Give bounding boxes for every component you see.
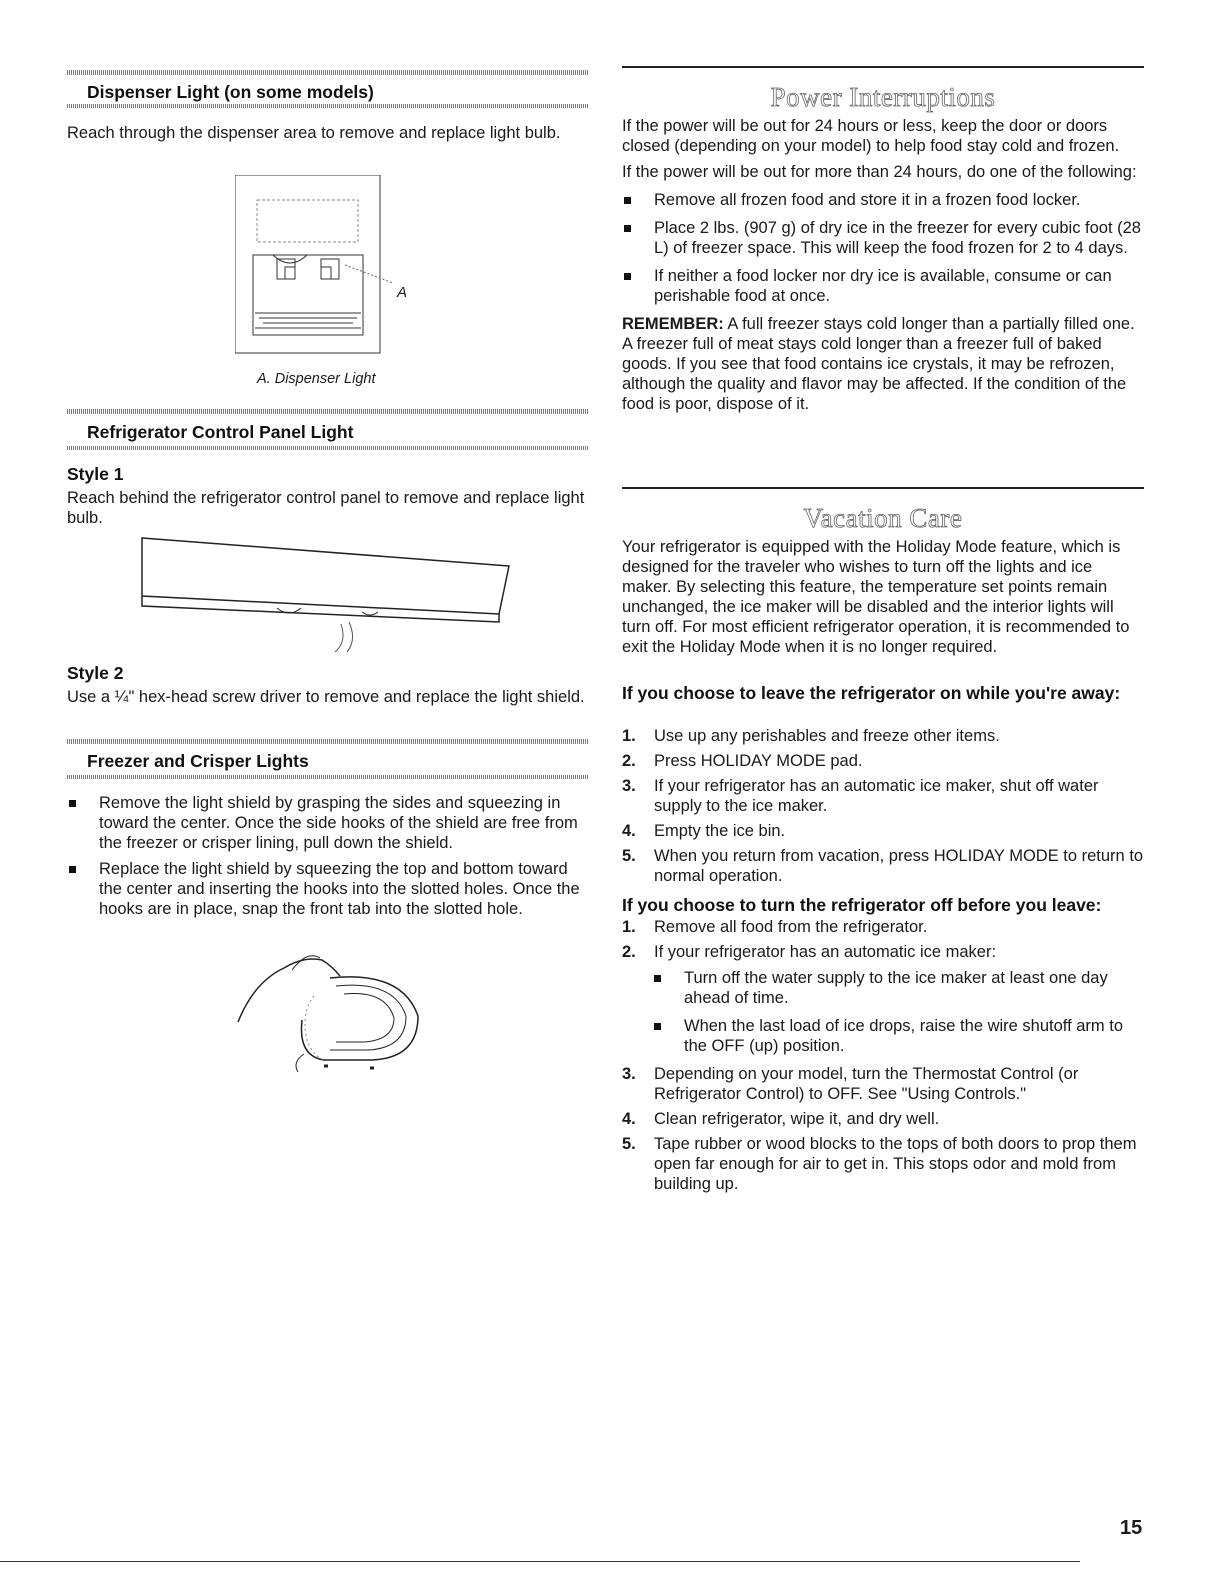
vacation-care-title: Vacation Care <box>803 503 963 533</box>
turn-off-heading: If you choose to turn the refrigerator off before you leave: <box>622 895 1102 915</box>
step-number: 3. <box>622 777 636 795</box>
step-number: 2. <box>622 752 636 770</box>
step-text: Press HOLIDAY MODE pad. <box>654 752 863 770</box>
light-shield-illustration <box>232 950 432 1082</box>
figure-callout-a: A <box>397 284 408 301</box>
step-text: Clean refrigerator, wipe it, and dry well. <box>654 1110 940 1128</box>
remember-note <box>622 314 1144 414</box>
list-item <box>622 776 1144 816</box>
list-item <box>622 266 1144 306</box>
turn-off-steps <box>622 917 1144 1194</box>
style-2-body: Use a ¼" hex-head screw driver to remove and replace the light shield. <box>67 688 585 706</box>
step-text: When you return from vacation, press HOLIDAY MODE to return to normal operation. <box>654 847 1144 885</box>
vacation-care-body <box>622 537 1144 665</box>
step-text: Tape rubber or wood blocks to the tops of both doors to prop them open far enough for air to get in. This stops odor and mold from building up. <box>654 1135 1137 1193</box>
list-item-text: Remove the light shield by grasping the sides and squeezing in toward the center. Once the side hooks of the shield are free from the freezer or crisper lining, pull down the shield. <box>99 794 578 852</box>
list-item-text: Remove all frozen food and store it in a frozen food locker. <box>654 191 1081 209</box>
list-item <box>622 942 1144 962</box>
list-item <box>622 218 1144 258</box>
step-number: 3. <box>622 1065 636 1083</box>
step-text: Use up any perishables and freeze other items. <box>654 727 1000 745</box>
list-item <box>67 859 589 919</box>
step-number: 1. <box>622 727 636 745</box>
footer-rule <box>0 1561 1080 1562</box>
step-number: 4. <box>622 1110 636 1128</box>
sub-list-item-text: Turn off the water supply to the ice maker at least one day ahead of time. <box>684 969 1108 1007</box>
control-panel-light-heading: Refrigerator Control Panel Light <box>87 422 354 442</box>
list-item <box>622 917 1144 937</box>
control-panel-illustration <box>137 536 517 656</box>
list-item <box>622 751 1144 771</box>
step-text: Empty the ice bin. <box>654 822 786 840</box>
power-interruptions-body <box>622 116 1144 414</box>
list-item <box>67 793 589 853</box>
section-divider <box>67 70 589 75</box>
style-2-heading: Style 2 <box>67 663 124 683</box>
section-rule <box>622 66 1144 68</box>
list-item <box>622 1109 1144 1129</box>
step-text: Depending on your model, turn the Thermostat Control (or Refrigerator Control) to OFF. See "Using Controls." <box>654 1065 1079 1103</box>
dispenser-light-heading: Dispenser Light (on some models) <box>87 82 374 102</box>
remember-text: A full freezer stays cold longer than a partially filled one. A freezer full of meat stays cold longer than a freezer full of baked goods. If you see that food contains ice crystals, it may be refrozen, although the quality and flavor may be affected. If the condition of the food is poor, dispose of it. <box>622 315 1135 413</box>
sub-list-item <box>622 968 1144 1008</box>
step-number: 5. <box>622 847 636 865</box>
style-1-body: Reach behind the refrigerator control panel to remove and replace light bulb. <box>67 489 585 527</box>
power-p1: If the power will be out for 24 hours or less, keep the door or doors closed (depending on your model) to help food stay cold and frozen. <box>622 117 1120 155</box>
list-item <box>622 1064 1144 1104</box>
step-text: If your refrigerator has an automatic ice maker: <box>654 943 997 961</box>
section-divider <box>67 104 589 108</box>
step-text: Remove all food from the refrigerator. <box>654 918 928 936</box>
step-number: 5. <box>622 1135 636 1153</box>
section-divider <box>67 409 589 414</box>
list-item <box>622 1134 1144 1194</box>
section-divider <box>67 446 589 450</box>
leave-on-steps <box>622 726 1144 886</box>
remember-label: REMEMBER: <box>622 315 724 333</box>
list-item <box>622 190 1144 210</box>
list-item-text: Place 2 lbs. (907 g) of dry ice in the freezer for every cubic foot (28 L) of freezer space. This will keep the food frozen for 2 to 4 days. <box>654 219 1141 257</box>
page-number: 15 <box>1120 1517 1143 1539</box>
step-number: 2. <box>622 943 636 961</box>
freezer-crisper-lights-heading: Freezer and Crisper Lights <box>87 751 309 771</box>
step-number: 4. <box>622 822 636 840</box>
section-divider <box>67 739 589 744</box>
dispenser-light-illustration <box>235 175 475 360</box>
leave-on-heading: If you choose to leave the refrigerator on while you're away: <box>622 683 1121 703</box>
dispenser-light-caption: A. Dispenser Light <box>257 371 376 387</box>
power-interruptions-title: Power Interruptions <box>770 82 996 112</box>
power-p2: If the power will be out for more than 24 hours, do one of the following: <box>622 163 1137 181</box>
list-item <box>622 846 1144 886</box>
sub-list-item-text: When the last load of ice drops, raise the wire shutoff arm to the OFF (up) position. <box>684 1017 1123 1055</box>
sub-list-item <box>622 1016 1144 1056</box>
step-number: 1. <box>622 918 636 936</box>
dispenser-light-body: Reach through the dispenser area to remove and replace light bulb. <box>67 124 561 142</box>
section-divider <box>67 775 589 779</box>
freezer-crisper-bullets <box>67 793 589 919</box>
vacation-intro: Your refrigerator is equipped with the Holiday Mode feature, which is designed for the traveler who wishes to turn off the lights and ice maker. By selecting this feature, the temperature set points remain unchanged, the ice maker will be disabled and the interior lights will turn off. For most efficient refrigerator operation, it is recommended to exit the Holiday Mode when it is no longer required. <box>622 538 1130 656</box>
list-item-text: Replace the light shield by squeezing the top and bottom toward the center and inserting the hooks into the slotted holes. Once the hooks are in place, snap the front tab into the slotted hole. <box>99 860 580 918</box>
list-item <box>622 821 1144 841</box>
list-item <box>622 726 1144 746</box>
section-rule <box>622 487 1144 489</box>
step-text: If your refrigerator has an automatic ice maker, shut off water supply to the ice maker. <box>654 777 1099 815</box>
style-1-heading: Style 1 <box>67 464 124 484</box>
list-item-text: If neither a food locker nor dry ice is available, consume or can perishable food at once. <box>654 267 1112 305</box>
